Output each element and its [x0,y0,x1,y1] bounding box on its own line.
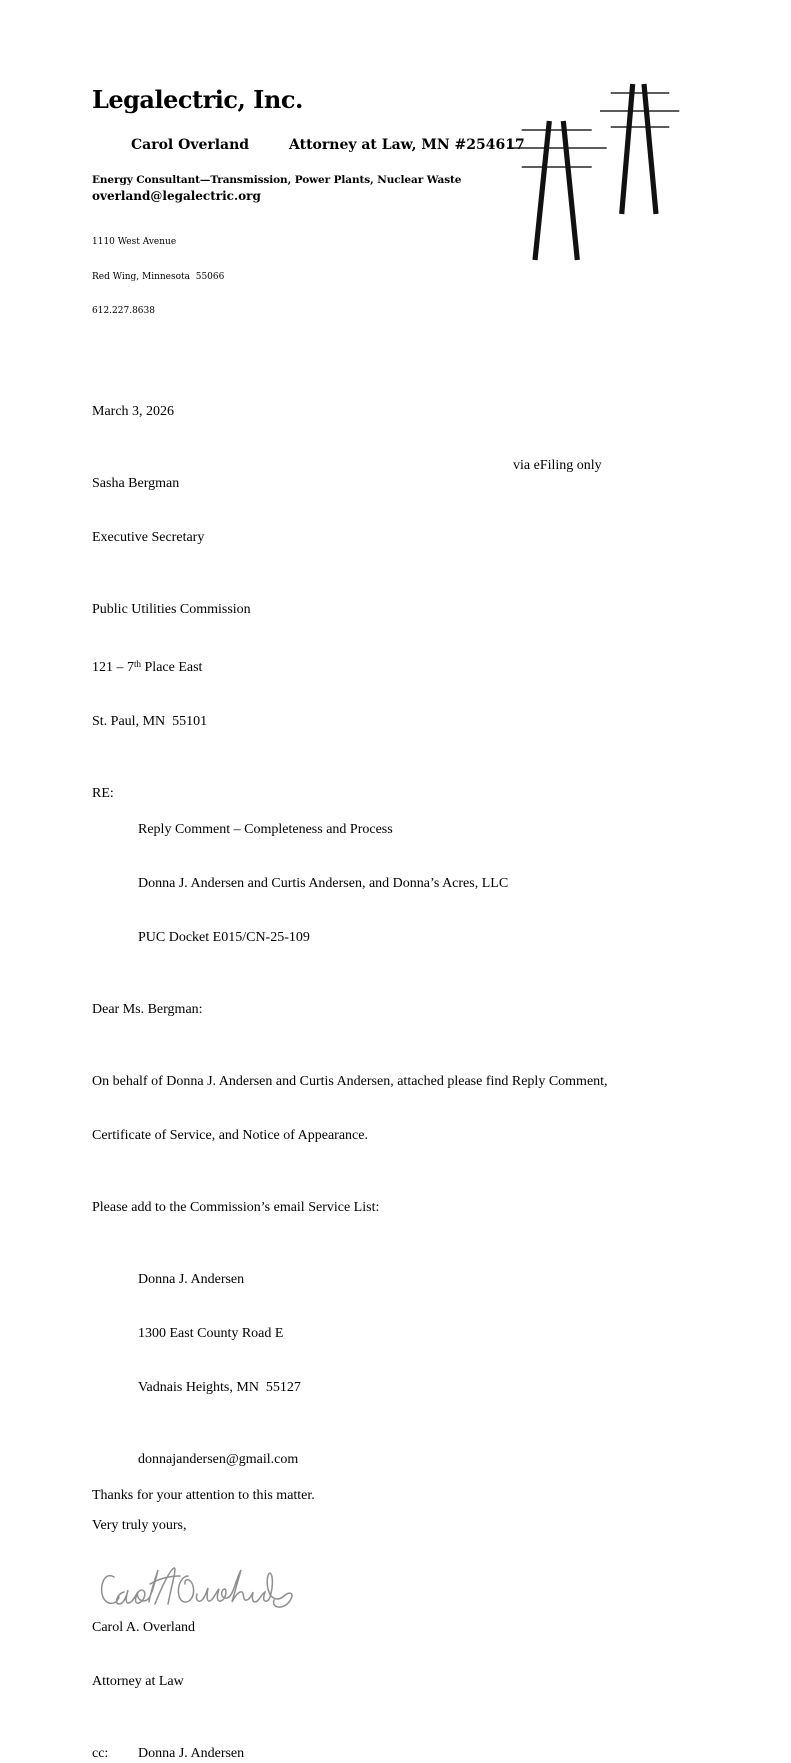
sender-title: Attorney at Law [92,1673,184,1689]
letterhead-phone: 612.227.8638 [92,306,155,316]
recipient-org: Public Utilities Commission [92,601,251,617]
company-name: Legalectric, Inc. [92,85,303,114]
service-list-street: 1300 East County Road E [138,1325,284,1341]
service-list-block [138,1235,696,1433]
recipient-name: Sasha Bergman [92,475,180,491]
recipient-city: St. Paul, MN 55101 [92,713,208,729]
letterhead-contact [92,214,696,341]
letter-date: March 3, 2026 [92,403,175,419]
delivery-method-note: via eFiling only [513,457,602,473]
handwritten-signature [98,1529,308,1581]
street-name: Place East [141,659,203,675]
recipient-street [92,655,696,677]
ordinal-superscript: th [134,658,142,669]
re-label: RE: [92,785,114,801]
letterhead-email: overland@legalectric.org [92,189,261,203]
paragraph-line: Certificate of Service, and Notice of Appearance. [92,1127,368,1143]
re-block [92,785,696,983]
re-parties: Donna J. Andersen and Curtis Andersen, and Donna’s Acres, LLC [138,875,509,891]
paragraph-line: On behalf of Donna J. Andersen and Curtis Andersen, attached please find Reply Comment, [92,1073,608,1089]
attorney-line [92,118,696,172]
re-docket: PUC Docket E015/CN-25-109 [138,929,310,945]
letterhead [92,86,696,341]
cc-name: Donna J. Andersen [138,1745,245,1761]
paragraph-attachments [92,1037,696,1181]
cc-label: cc: [92,1745,109,1761]
salutation: Dear Ms. Bergman: [92,1001,203,1017]
cc-block [92,1745,696,1763]
letter-body [92,403,696,1763]
paragraph-service-list-request: Please add to the Commission’s email Service List: [92,1199,380,1215]
recipient-block [92,439,696,767]
attorney-license: Attorney at Law, MN #254617 [289,137,525,153]
service-list-name: Donna J. Andersen [138,1271,245,1287]
recipient-title: Executive Secretary [92,529,205,545]
re-subject: Reply Comment – Completeness and Process [138,821,393,837]
re-lines [138,785,508,983]
tagline: Energy Consultant—Transmission, Power Plants, Nuclear Waste [92,174,462,186]
service-list-email: donnajandersen@gmail.com [138,1451,299,1467]
sender-name: Carol A. Overland [92,1619,196,1635]
sender-block [92,1583,696,1727]
letterhead-city: Red Wing, Minnesota 55066 [92,271,225,282]
service-list-city: Vadnais Heights, MN 55127 [138,1379,301,1395]
street-number: 121 – 7 [92,659,134,675]
letterhead-street: 1110 West Avenue [92,237,177,247]
attorney-name: Carol Overland [131,137,250,153]
paragraph-thanks: Thanks for your attention to this matter. [92,1487,315,1503]
valediction: Very truly yours, [92,1517,187,1533]
